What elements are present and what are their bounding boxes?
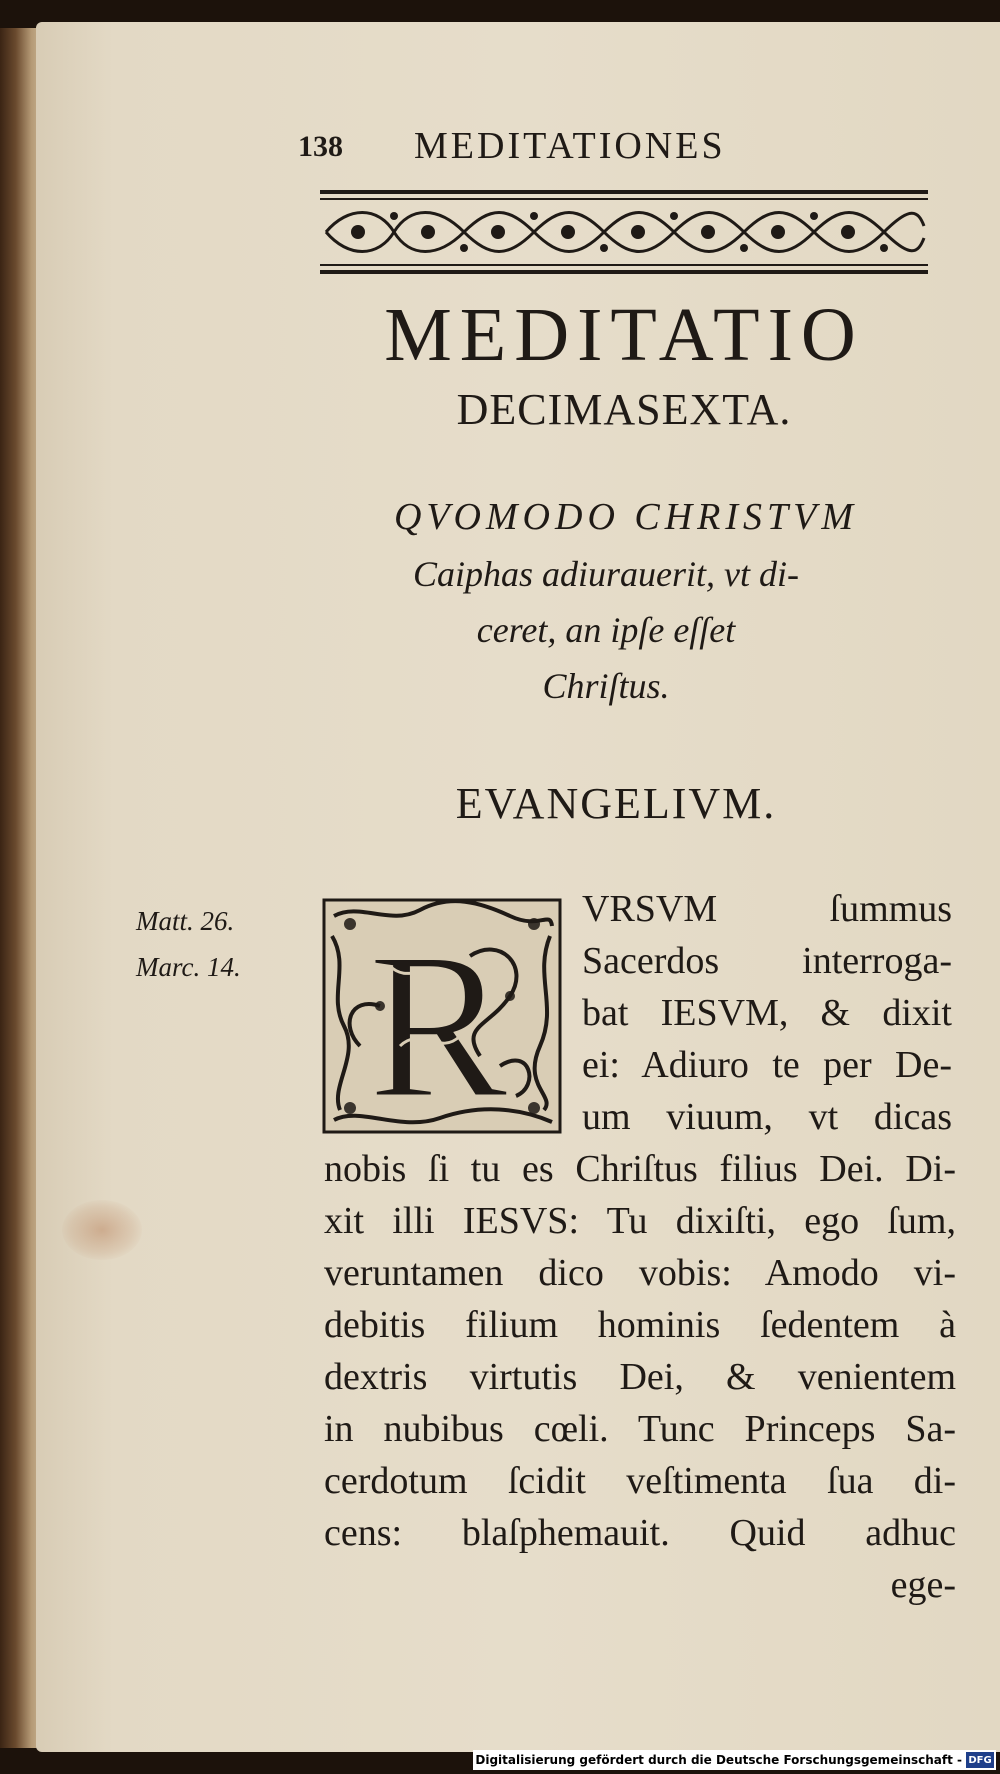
meditation-number: DECIMASEXTA. (456, 385, 792, 434)
margin-reference: Marc. 14. (136, 952, 241, 982)
body-line: nobis ſi tu es Chriſtus filius Dei. Di- (324, 1148, 956, 1190)
paper-stain (62, 1200, 142, 1260)
title-line: ceret, an ipſe eſſet (476, 610, 736, 650)
body-line: veruntamen dico vobis: Amodo vi- (324, 1252, 956, 1294)
svg-text:R: R (367, 910, 509, 1136)
body-line: ei: Adiuro te per De- (582, 1044, 952, 1086)
title-line: Chriſtus. (542, 666, 670, 706)
body-line: bat IESVM, & dixit (582, 992, 952, 1034)
dfg-logo-icon: DFG (966, 1752, 994, 1768)
decorated-initial-r-icon (320, 896, 564, 1136)
body-line: dextris virtutis Dei, & venientem (324, 1356, 956, 1398)
credit-text: Digitalisierung gefördert durch die Deutsche Forschungsgemeinschaft - (475, 1753, 962, 1767)
body-line: xit illi IESVS: Tu dixiſti, ego ſum, (324, 1200, 956, 1242)
body-line: cens: blaſphemauit. Quid adhuc (324, 1512, 956, 1554)
running-title: MEDITATIONES (414, 125, 726, 167)
running-head (298, 122, 838, 172)
title-line: Caiphas adiurauerit, vt di- (413, 554, 799, 594)
ornamental-band-icon (318, 186, 930, 280)
meditation-heading: MEDITATIO (384, 293, 864, 377)
margin-reference: Matt. 26. (136, 906, 235, 936)
body-line: cerdotum ſcidit veſtimenta ſua di- (324, 1460, 956, 1502)
page-number: 138 (298, 130, 343, 163)
body-line: debitis filium hominis ſedentem à (324, 1304, 956, 1346)
body-line: um viuum, vt dicas (582, 1096, 952, 1138)
title-line: QVOMODO CHRISTVM (393, 496, 859, 538)
catchword: ege- (890, 1564, 956, 1606)
body-line: VRSVM ſummus (582, 888, 952, 930)
digitization-credit (473, 1750, 996, 1770)
section-heading: EVANGELIVM. (455, 779, 777, 828)
body-line: in nubibus cœli. Tunc Princeps Sa- (324, 1408, 956, 1450)
body-line: Sacerdos interroga- (582, 940, 952, 982)
